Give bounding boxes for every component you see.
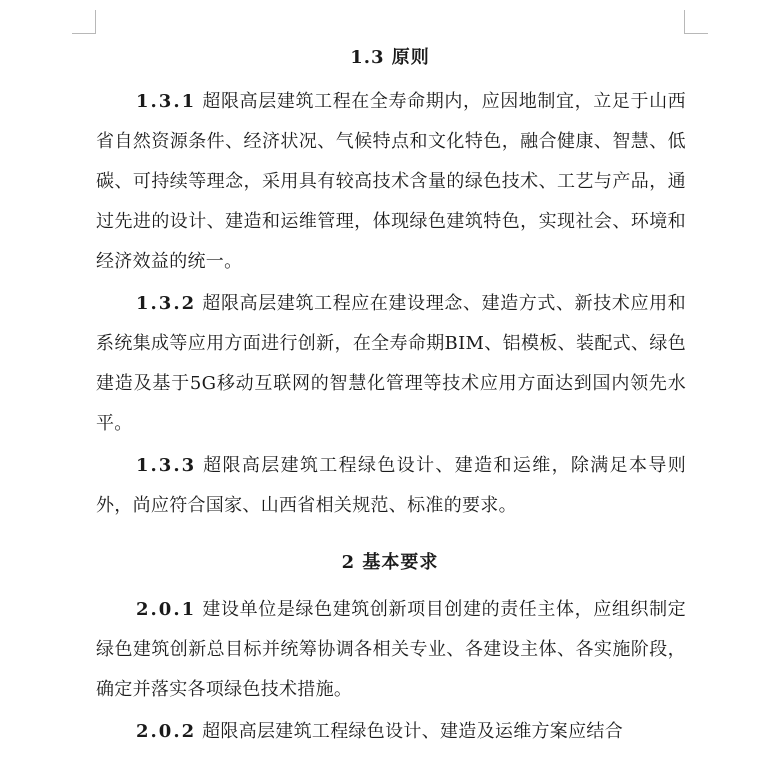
clause-text: 超限高层建筑工程绿色设计、建造和运维，除满足本导则外，尚应符合国家、山西省相关规范、标准的要求。 xyxy=(96,455,686,516)
section-heading-2: 2 基本要求 xyxy=(341,552,439,573)
clause-text: 超限高层建筑工程应在建设理念、建造方式、新技术应用和系统集成等应用方面进行创新，在全寿命期BIM、铝模板、装配式、绿色建造及基于5G移动互联网的智慧化管理等技术应用方面达到国内领先水平。 xyxy=(96,293,686,434)
clause-1-3-1 xyxy=(96,82,686,282)
clause-number: 1.3.2 xyxy=(136,293,197,314)
clause-2-0-1 xyxy=(96,590,686,710)
clause-number: 2.0.1 xyxy=(136,599,197,620)
clause-text: 超限高层建筑工程绿色设计、建造及运维方案应结合 xyxy=(202,721,624,742)
section-heading-1-3: 1.3 原则 xyxy=(350,47,430,68)
clause-number: 1.3.3 xyxy=(136,455,197,476)
clause-1-3-3 xyxy=(96,446,686,526)
clause-number: 2.0.2 xyxy=(136,721,197,742)
clause-2-0-2 xyxy=(96,712,686,752)
clause-text: 超限高层建筑工程在全寿命期内，应因地制宜，立足于山西省自然资源条件、经济状况、气候特点和文化特色，融合健康、智慧、低碳、可持续等理念，采用具有较高技术含量的绿色技术、工艺与产品，通过先进的设计、建造和运维管理，体现绿色建筑特色，实现社会、环境和经济效益的统一。 xyxy=(96,91,686,272)
clause-1-3-2 xyxy=(96,284,686,444)
clause-number: 1.3.1 xyxy=(136,91,197,112)
clause-text: 建设单位是绿色建筑创新项目创建的责任主体，应组织制定绿色建筑创新总目标并统筹协调各相关专业、各建设主体、各实施阶段，确定并落实各项绿色技术措施。 xyxy=(96,599,686,700)
